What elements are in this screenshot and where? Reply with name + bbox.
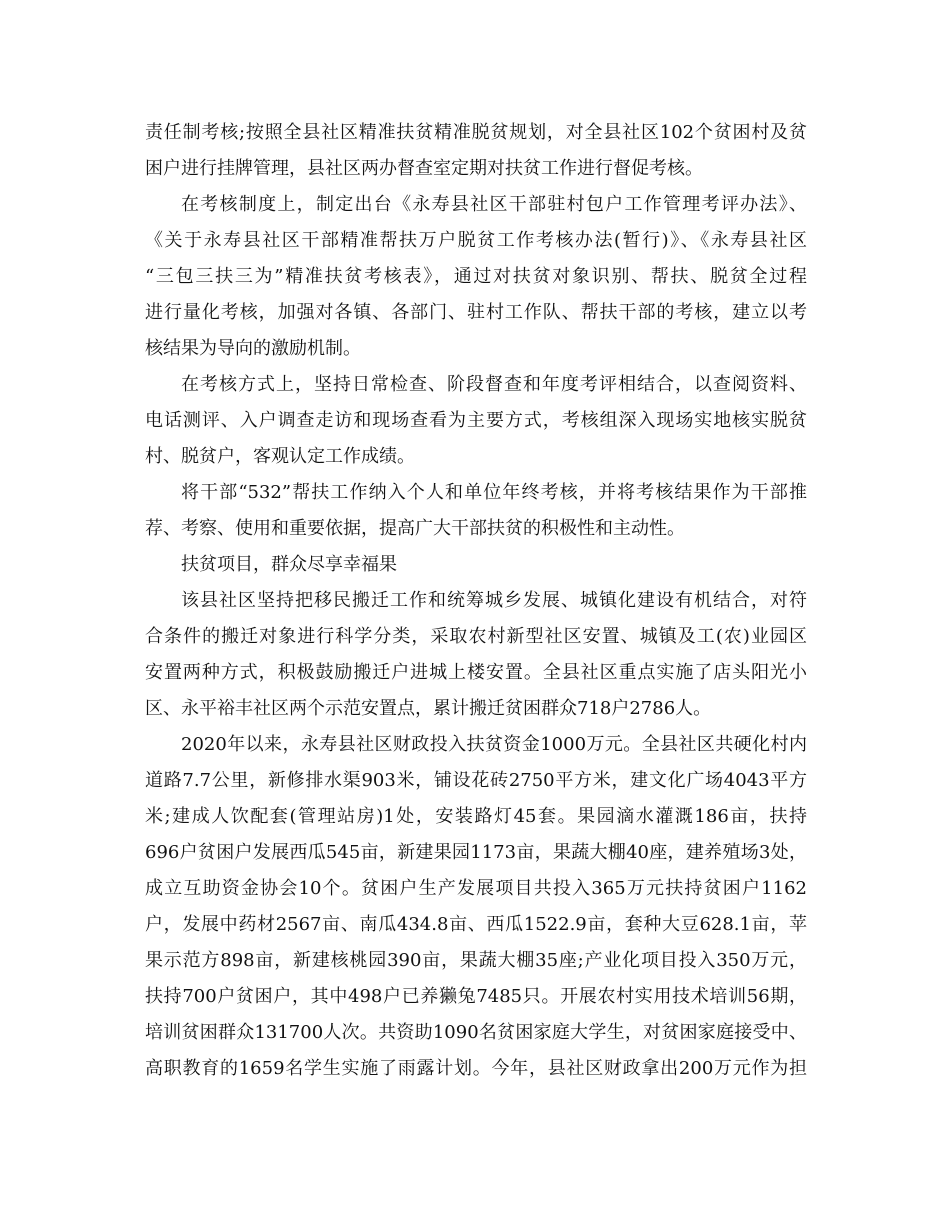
paragraph-line: 在考核制度上，制定出台《永寿县社区干部驻村包户工作管理考评办法》、 (181, 194, 807, 215)
paragraph-line: 果示范方898亩，新建核桃园390亩，果蔬大棚35座;产业化项目投入350万元， (145, 950, 807, 971)
paragraph-line: 区、永平裕丰社区两个示范安置点，累计搬迁贫困群众718户2786人。 (145, 698, 712, 719)
paragraph-line: 核结果为导向的激励机制。 (145, 338, 361, 359)
paragraph-line: 扶持700户贫困户，其中498户已养獭兔7485只。开展农村实用技术培训56期， (145, 986, 807, 1007)
section-heading: 扶贫项目，群众尽享幸福果 (181, 554, 397, 575)
paragraph-line: 村、脱贫户，客观认定工作成绩。 (145, 446, 415, 467)
paragraph-line: 米;建成人饮配套(管理站房)1处，安装路灯45套。果园滴水灌溉186亩，扶持 (145, 806, 807, 827)
paragraph-line: 责任制考核;按照全县社区精准扶贫精准脱贫规划，对全县社区102个贫困村及贫 (145, 122, 807, 143)
paragraph-line: “三包三扶三为”精准扶贫考核表》，通过对扶贫对象识别、帮扶、脱贫全过程 (145, 266, 807, 287)
paragraph-line: 该县社区坚持把移民搬迁工作和统筹城乡发展、城镇化建设有机结合，对符 (181, 590, 807, 611)
paragraph-line: 荐、考察、使用和重要依据，提高广大干部扶贫的积极性和主动性。 (145, 518, 685, 539)
document-body (145, 115, 807, 1087)
paragraph-line: 将干部“532”帮扶工作纳入个人和单位年终考核，并将考核结果作为干部推 (181, 482, 807, 503)
paragraph-line: 道路7.7公里，新修排水渠903米，铺设花砖2750平方米，建文化广场4043平方 (145, 770, 807, 791)
paragraph-line: 培训贫困群众131700人次。共资助1090名贫困家庭大学生，对贫困家庭接受中、 (145, 1022, 807, 1043)
paragraph-line: 进行量化考核，加强对各镇、各部门、驻村工作队、帮扶干部的考核，建立以考 (145, 302, 807, 323)
paragraph-line: 户，发展中药材2567亩、南瓜434.8亩、西瓜1522.9亩，套种大豆628.1亩，苹 (145, 914, 807, 935)
paragraph-line: 合条件的搬迁对象进行科学分类，采取农村新型社区安置、城镇及工(农)业园区 (145, 626, 807, 647)
paragraph-line: 《关于永寿县社区干部精准帮扶万户脱贫工作考核办法(暂行)》、《永寿县社区 (145, 230, 807, 251)
paragraph-line: 困户进行挂牌管理，县社区两办督查室定期对扶贫工作进行督促考核。 (145, 158, 703, 179)
paragraph-line: 2020年以来，永寿县社区财政投入扶贫资金1000万元。全县社区共硬化村内 (181, 734, 807, 755)
paragraph-line: 成立互助资金协会10个。贫困户生产发展项目共投入365万元扶持贫困户1162 (145, 878, 807, 899)
paragraph-line: 696户贫困户发展西瓜545亩，新建果园1173亩，果蔬大棚40座，建养殖场3处， (145, 842, 807, 863)
paragraph-line: 安置两种方式，积极鼓励搬迁户进城上楼安置。全县社区重点实施了店头阳光小 (145, 662, 807, 683)
paragraph-line: 电话测评、入户调查走访和现场查看为主要方式，考核组深入现场实地核实脱贫 (145, 410, 807, 431)
paragraph-line: 高职教育的1659名学生实施了雨露计划。今年，县社区财政拿出200万元作为担 (145, 1058, 807, 1079)
paragraph-line: 在考核方式上，坚持日常检查、阶段督查和年度考评相结合，以查阅资料、 (181, 374, 807, 395)
